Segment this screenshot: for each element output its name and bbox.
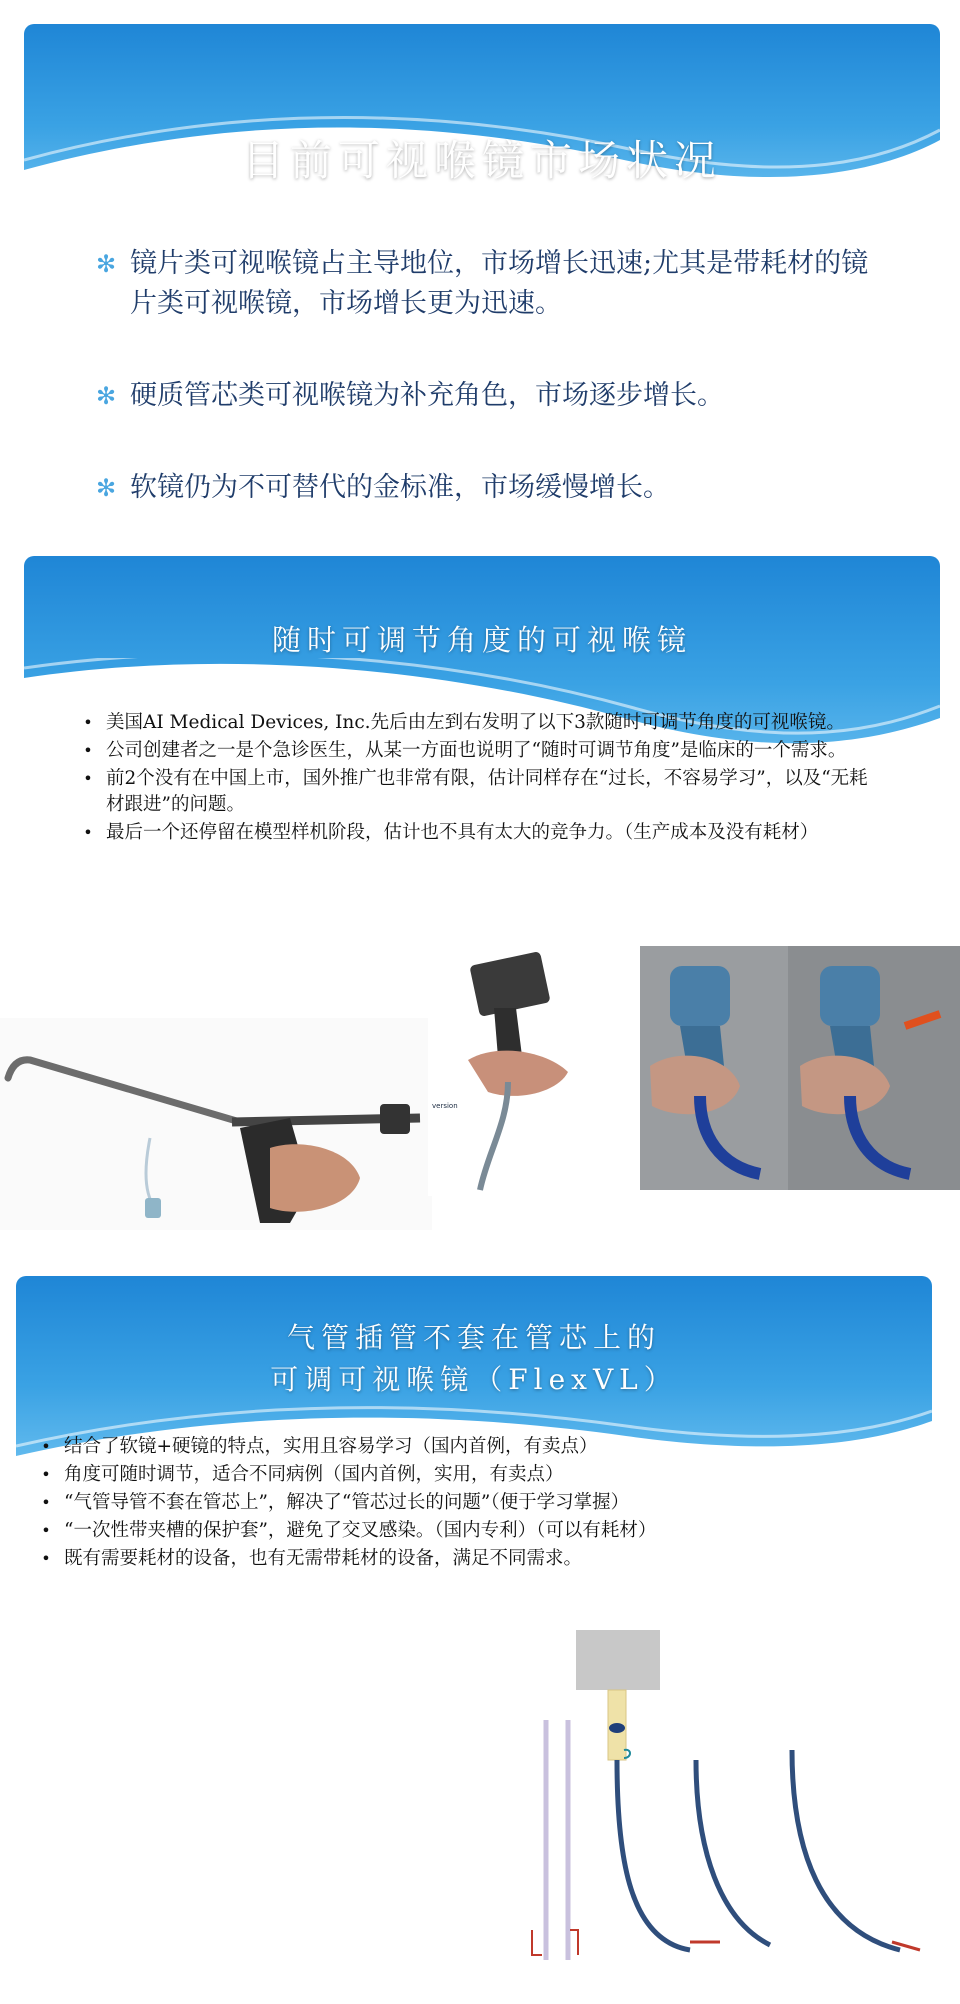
dot-bullet-icon: • [83, 823, 93, 842]
star-bullet-icon: ✻ [96, 382, 117, 410]
slide3-title-line1: 气管插管不套在管芯上的 [286, 1321, 661, 1354]
star-bullet-icon: ✻ [96, 474, 117, 502]
slide1-bullet-list [96, 244, 876, 560]
list-item [28, 1546, 868, 1572]
dot-bullet-icon: • [83, 769, 93, 788]
device-photo-prototype [640, 946, 960, 1190]
list-item [70, 710, 870, 736]
list-item [96, 468, 876, 508]
list-item [28, 1434, 868, 1460]
bullet-text: 软镜仍为不可替代的金标准，市场缓慢增长。 [130, 472, 670, 503]
bullet-text: “一次性带夹槽的保护套”，避免了交叉感染。（国内专利）（可以有耗材） [64, 1520, 657, 1541]
list-item [70, 738, 870, 764]
dot-bullet-icon: • [41, 1437, 51, 1456]
list-item [96, 376, 876, 416]
bullet-text: 硬质管芯类可视喉镜为补充角色，市场逐步增长。 [130, 380, 724, 411]
device-photo-screen-scope [428, 952, 588, 1196]
slide1-banner [24, 24, 940, 210]
slide1-title: 目前可视喉镜市场状况 [241, 136, 722, 185]
slide3-bullet-list [28, 1434, 868, 1574]
bullet-text: 既有需要耗材的设备，也有无需带耗材的设备，满足不同需求。 [64, 1548, 583, 1569]
bullet-text: 角度可随时调节，适合不同病例（国内首例，实用，有卖点） [64, 1464, 564, 1485]
bullet-text: 镜片类可视喉镜占主导地位，市场增长迅速;尤其是带耗材的镜片类可视喉镜，市场增长更为迅速。 [130, 248, 869, 319]
dot-bullet-icon: • [83, 713, 93, 732]
star-bullet-icon: ✻ [96, 250, 117, 278]
slide2-title: 随时可调节角度的可视喉镜 [271, 623, 692, 657]
dot-bullet-icon: • [83, 741, 93, 760]
bullet-text: 最后一个还停留在模型样机阶段，估计也不具有太大的竞争力。（生产成本及没有耗材） [106, 822, 819, 843]
list-item [28, 1462, 868, 1488]
list-item [28, 1518, 868, 1544]
photo-caption: version [432, 1102, 458, 1110]
bullet-text: “气管导管不套在管芯上”，解决了“管芯过长的问题”（便于学习掌握） [64, 1492, 630, 1513]
flexvl-diagram [520, 1620, 940, 1980]
list-item [70, 766, 870, 818]
bullet-text: 结合了软镜+硬镜的特点，实用且容易学习（国内首例，有卖点） [64, 1436, 598, 1457]
slide3-title-line2: 可调可视喉镜（FlexVL） [270, 1363, 678, 1396]
list-item [70, 820, 870, 846]
list-item [96, 244, 876, 324]
dot-bullet-icon: • [41, 1465, 51, 1484]
device-photo-long-scope [0, 1018, 432, 1230]
dot-bullet-icon: • [41, 1549, 51, 1568]
bullet-text: 公司创建者之一是个急诊医生，从某一方面也说明了“随时可调节角度”是临床的一个需求。 [106, 740, 847, 761]
dot-bullet-icon: • [41, 1493, 51, 1512]
dot-bullet-icon: • [41, 1521, 51, 1540]
list-item [28, 1490, 868, 1516]
bullet-text: 美国AI Medical Devices, Inc.先后由左到右发明了以下3款随时可调节角度的可视喉镜。 [106, 712, 845, 733]
slide2-bullet-list [70, 710, 870, 848]
bullet-text: 前2个没有在中国上市，国外推广也非常有限，估计同样存在“过长，不容易学习”，以及“无耗材跟进”的问题。 [106, 768, 868, 815]
